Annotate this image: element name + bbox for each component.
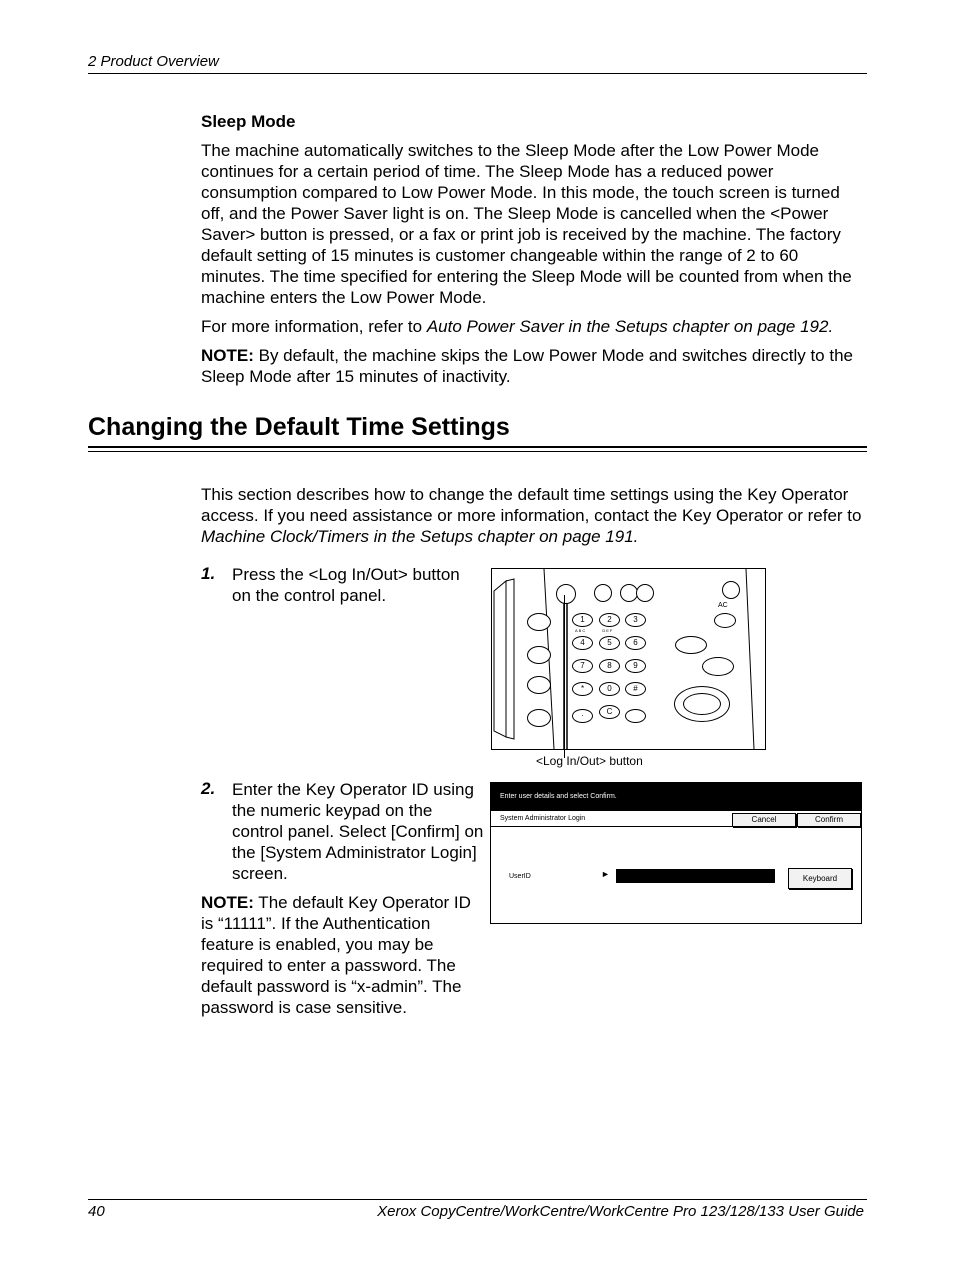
start-button-inner [683,693,721,715]
key-dial-pause[interactable]: · [572,709,593,723]
footer-guide-title: Xerox CopyCentre/WorkCentre/WorkCentre Pro 123/128/133 User Guide [377,1203,864,1220]
step-2-note-label: NOTE: [201,893,254,912]
step-1-text: Press the <Log In/Out> button on the control panel. [232,565,460,605]
keyboard-button[interactable]: Keyboard [788,868,852,889]
key-star[interactable]: * [572,682,593,696]
left-button-3[interactable] [527,676,551,694]
login-title: System Administrator Login [500,815,586,822]
left-button-2[interactable] [527,646,551,664]
userid-arrow-icon: ► [601,869,610,879]
sublabel-abc: ABC [575,628,587,633]
log-in-out-button[interactable] [556,584,576,604]
intro-text: This section describes how to change the default time settings using the Key Operator access. If you need assistance or more information, contact the Key Operator or refer to [201,485,862,525]
left-button-1[interactable] [527,613,551,631]
key-0[interactable]: 0 [599,682,620,696]
running-header: 2 Product Overview [88,53,219,70]
step-2-note-text: The default Key Operator ID is “11111”. If the Authentication feature is enabled, you may be required to enter a password. The default password is “x-admin”. The password is case sensitive. [201,893,471,1017]
keypad-sublabels-row-1 [575,628,613,633]
sleep-note [201,345,866,387]
login-prompt-bar [491,783,861,811]
caption-leader-line [564,595,565,758]
ac-label: AC [718,602,728,609]
section-title: Changing the Default Time Settings [88,413,510,441]
userid-input[interactable] [616,869,775,883]
top-button-2[interactable] [594,584,612,602]
key-5[interactable]: 5 [599,636,620,650]
energy-saver-button[interactable] [722,581,740,599]
key-9[interactable]: 9 [625,659,646,673]
step-2-note [201,892,483,1018]
key-4[interactable]: 4 [572,636,593,650]
more-info-prefix: For more information, refer to [201,317,427,336]
control-panel-figure [491,568,766,750]
key-6[interactable]: 6 [625,636,646,650]
key-hash[interactable]: # [625,682,646,696]
intro-reference: Machine Clock/Timers in the Setups chapter on page 191. [201,527,639,546]
key-speed-dial[interactable] [625,709,646,723]
key-2[interactable]: 2 [599,613,620,627]
more-info-paragraph [201,316,866,337]
section-rule-thick [88,446,867,448]
page-number: 40 [88,1203,105,1220]
sleep-mode-block [201,111,866,387]
sleep-mode-paragraph: The machine automatically switches to the Sleep Mode after the Low Power Mode continues for a certain period of time. The Sleep Mode has a reduced power consumption compared to Low Power Mode. In this mode, the touch screen is turned off, and the Power Saver light is on. The Sleep Mode is cancelled when the <Power Saver> button is pressed, or a fax or print job is received by the machine. The factory default setting of 15 minutes is customer changeable within the range of 2 to 60 minutes. The time specified for entering the Sleep Mode will be counted from when the machine enters the Low Power Mode. [201,141,852,307]
sleep-mode-heading: Sleep Mode [201,112,296,131]
confirm-button[interactable]: Confirm [797,813,861,827]
note-label: NOTE: [201,346,254,365]
key-3[interactable]: 3 [625,613,646,627]
interrupt-button[interactable] [675,636,707,654]
section-rule-thin [88,451,867,452]
key-7[interactable]: 7 [572,659,593,673]
left-button-4[interactable] [527,709,551,727]
sublabel-def: DEF [602,628,614,633]
note-text: By default, the machine skips the Low Power Mode and switches directly to the Sleep Mode after 15 minutes of inactivity. [201,346,853,386]
step-2-text: Enter the Key Operator ID using the numeric keypad on the control panel. Select [Confirm] on the [System Administrator Login] screen. [232,780,484,883]
top-button-4[interactable] [636,584,654,602]
cancel-button[interactable]: Cancel [732,813,796,827]
panel-figure-caption: <Log In/Out> button [536,754,643,768]
section-intro [201,484,866,547]
step-2-number: 2. [201,779,216,798]
login-prompt-text: Enter user details and select Confirm. [500,793,617,800]
all-clear-button[interactable] [714,613,736,628]
login-screen-figure [490,782,862,924]
more-info-reference: Auto Power Saver in the Setups chapter on page 192. [426,317,834,336]
key-1[interactable]: 1 [572,613,593,627]
step-1-number: 1. [201,564,216,583]
stop-button[interactable] [702,657,734,676]
header-rule [88,73,867,74]
key-8[interactable]: 8 [599,659,620,673]
footer-rule [88,1199,867,1200]
key-clear[interactable]: C [599,705,620,719]
userid-label: UserID [509,873,531,880]
